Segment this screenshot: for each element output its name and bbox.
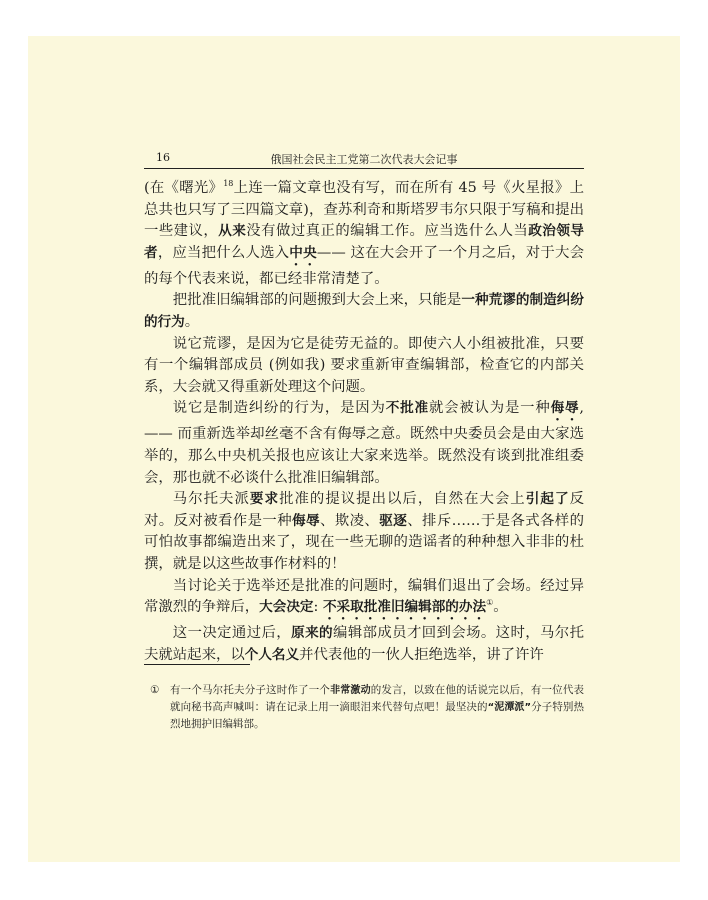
emphasis-term: 中央 (289, 244, 317, 261)
footnote-reference: 18 (223, 179, 234, 189)
paragraph: 把批准旧编辑部的问题搬到大会上来，只能是一种荒谬的制造纠纷的行为。 (144, 292, 584, 330)
footnote-divider (144, 664, 250, 665)
bold-term: 要求 (249, 491, 280, 508)
running-title: 俄国社会民主工党第二次代表大会记事 (270, 153, 458, 166)
bold-term: 原来的 (291, 625, 334, 642)
bold-term: 从来 (218, 223, 247, 240)
paragraph: 这一决定通过后，原来的编辑部成员才回到会场。这时，马尔托夫就站起来，以个人名义并代表他的一伙人拒绝选举，讲了许许 (144, 625, 584, 663)
footnote-reference: ① (486, 598, 494, 608)
paragraph: 说它荒谬，是因为它是徒劳无益的。即使六人小组被批准，只要有一个编辑部成员 (例如我) 要求重新审查编辑部，检查它的内部关系，大会就又得重新处理这个问题。 (144, 335, 584, 395)
paragraph: 当讨论关于选举还是批准的问题时，编辑们退出了会场。经过异常激烈的争辩后，大会决定: 不采取批准旧编辑部的办法①。 (144, 577, 584, 616)
running-header (144, 150, 584, 169)
emphasis-term: 不采取批准旧编辑部的办法 (322, 599, 487, 616)
bold-term: 驱逐 (379, 512, 408, 529)
bold-term: 非常激动 (330, 685, 371, 696)
bold-term: 个人名义 (244, 646, 300, 663)
paragraph: (在《曙光》$^{18}$上连一篇文章也没有写，而在所有 45 号《火星报》上总共也只写了三四篇文章)，查苏利奇和斯塔罗韦尔只限于写稿和提出一些建议，从来没有做过真正的编辑工作。应当选什么人当政治领导者，应当把什么人选入中央—— 这在大会开了一个月之后，对于大会的每个代表来说，都已经非常清楚了。 (144, 179, 585, 287)
page-number: 16 (156, 151, 170, 164)
bold-term: 不批准 (385, 400, 429, 417)
footnote: ① 有一个马尔托夫分子这时作了一个非常激动的发言，以致在他的话说完以后，有一位代表就向秘书高声喊叫：请在记录上用一滴眼泪来代替句点吧！最坚决的“泥潭派”分子特别热烈地拥护旧编辑部。 (150, 684, 585, 730)
bold-term: “泥潭派” (487, 702, 532, 713)
footnote-marker: ① (150, 684, 160, 696)
paragraph: 马尔托夫派要求批准的提议提出以后，自然在大会上引起了反对。反对被看作是一种侮辱、欺凌、驱逐、排斥……于是各式各样的可怕故事都编造出来了，现在一些无聊的造谣者的种种想入非非的杜撰，就是以这些故事作材料的！ (144, 491, 585, 572)
bold-term: 一种荒谬的制造纠纷的行为 (144, 292, 584, 330)
bold-term: 政治领导者 (144, 223, 584, 261)
bold-term: 侮辱 (292, 512, 321, 529)
paragraph: 说它是制造纠纷的行为，是因为不批准就会被认为是一种侮辱,—— 而重新选举却丝毫不含有侮辱之意。既然中央委员会是由大家选举的，那么中央机关报也应该让大家来选举。既然没有谈到批准组委会，那也就不必谈什么批准旧编辑部。 (144, 400, 584, 486)
bold-term: 引起了 (525, 491, 570, 508)
emphasis-term: 侮辱 (550, 400, 580, 417)
body-text (144, 178, 584, 666)
bold-term: 大会决定 (259, 599, 314, 616)
